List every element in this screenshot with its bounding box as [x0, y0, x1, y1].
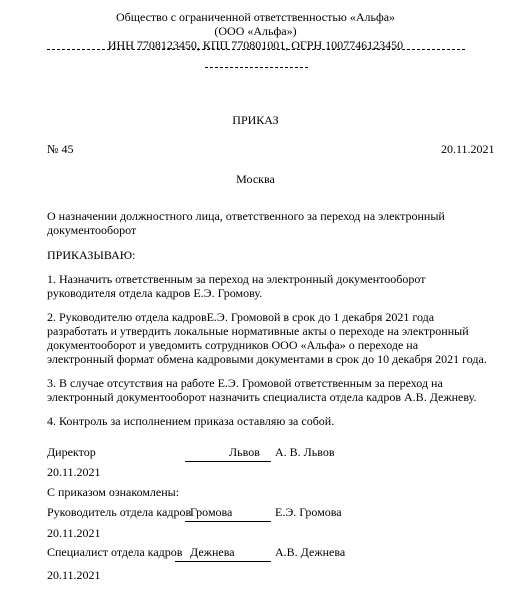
item-2-line-2: разработать и утвердить локальные нормативные акты о переходе на электронный	[47, 324, 469, 338]
organization-requisites: ИНН 7708123450, КПП 770801001, ОГРН 1007746123450	[107, 38, 404, 52]
organization-name: Общество с ограниченной ответственностью «Альфа»	[115, 10, 396, 24]
director-name: А. В. Львов	[275, 445, 335, 459]
acquainted-label: С приказом ознакомлены:	[47, 485, 180, 499]
header-divider-2	[205, 67, 308, 68]
person-1-name: Е.Э. Громова	[275, 505, 342, 519]
person-1-position: Руководитель отдела кадров	[47, 505, 192, 519]
person-2-date: 20.11.2021	[47, 568, 101, 582]
item-4-line-1: 4. Контроль за исполнением приказа оставляю за собой.	[47, 414, 335, 428]
item-2-line-3: документооборот и уведомить сотрудников ООО «Альфа» о переходе на	[47, 338, 419, 352]
item-1-line-2: руководителя отдела кадров Е.Э. Громову.	[47, 286, 263, 300]
person-1-date: 20.11.2021	[47, 526, 101, 540]
subject-line-1: О назначении должностного лица, ответственного за переход на электронный	[47, 209, 445, 223]
person-2-signature: Дежнева	[190, 545, 235, 559]
item-2-line-4: электронный формат обмена кадровыми документами в срок до 10 декабря 2021 года.	[47, 352, 487, 366]
item-1-line-1: 1. Назначить ответственным за переход на электронный документооборот	[47, 272, 426, 286]
item-3-line-1: 3. В случае отсутствия на работе Е.Э. Громовой ответственным за переход на	[47, 376, 443, 390]
document-title: ПРИКАЗ	[232, 113, 279, 127]
person-2-name: А.В. Дежнева	[275, 545, 346, 559]
order-word: ПРИКАЗЫВАЮ:	[47, 248, 136, 262]
document-number: № 45	[47, 142, 74, 156]
director-date: 20.11.2021	[47, 465, 101, 479]
director-position: Директор	[47, 445, 96, 459]
person-2-position: Специалист отдела кадров	[47, 545, 183, 559]
organization-short-name: (ООО «Альфа»)	[214, 24, 297, 38]
director-signature: Львов	[229, 445, 260, 459]
subject-line-2: документооборот	[47, 223, 137, 237]
person-1-signature: Громова	[190, 505, 233, 519]
item-2-line-1: 2. Руководителю отдела кадровЕ.Э. Громовой в срок до 1 декабря 2021 года	[47, 310, 435, 324]
document-date: 20.11.2021	[441, 142, 495, 156]
item-3-line-2: электронный документооборот назначить специалиста отдела кадров А.В. Дежневу.	[47, 390, 477, 404]
document-city: Москва	[236, 172, 275, 186]
header-divider-1	[47, 49, 465, 50]
